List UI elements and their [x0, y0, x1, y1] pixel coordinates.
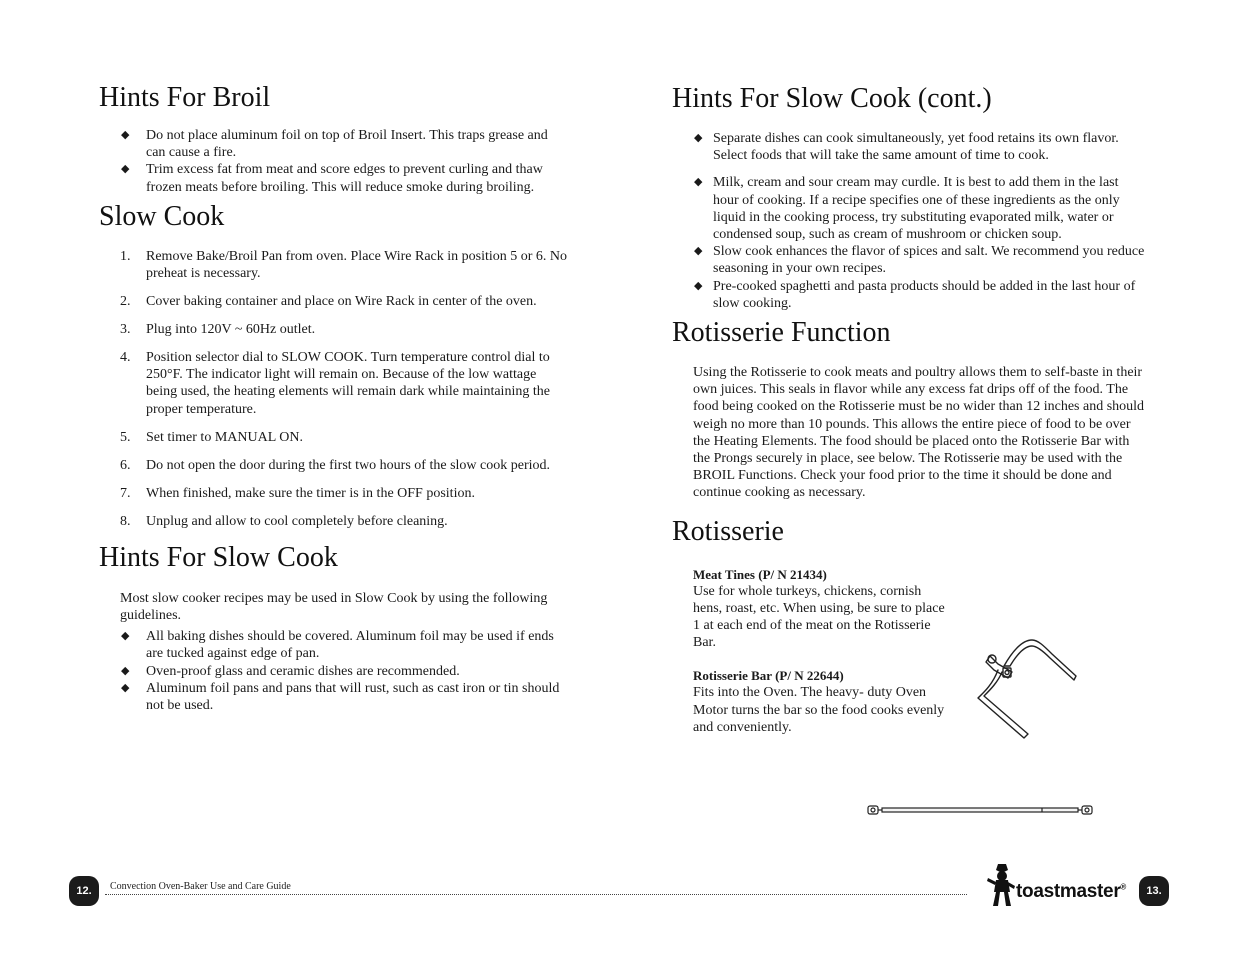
step-item: 1. Remove Bake/Broil Pan from oven. Place Wire Rack in position 5 or 6. No preheat is necessary. [120, 248, 568, 282]
list-item: ◆ Milk, cream and sour cream may curdle. It is best to add them in the last hour of cooking. If a recipe specifies one of these ingredients as the only liquid in the cooking process, try substituting evaporated milk, water or condensed soup, such as cream of mushroom or chicken soup. [694, 175, 1120, 243]
meat-tines-text: Use for whole turkeys, chickens, cornish hens, roast, etc. When using, be sure to place 1 at each end of the meat on the Rotisserie Bar. [693, 583, 945, 651]
step-item: 6. Do not open the door during the first two hours of the slow cook period. [120, 457, 550, 473]
step-item: 5. Set timer to MANUAL ON. [120, 429, 303, 445]
bullet-diamond-icon: ◆ [694, 132, 703, 144]
list-item: ◆ Aluminum foil pans and pans that will rust, such as cast iron or tin should not be used. [121, 680, 560, 714]
bullet-diamond-icon: ◆ [121, 664, 130, 677]
bullet-diamond-icon: ◆ [694, 176, 703, 189]
hints-slow-cook-cont-heading: Hints For Slow Cook (cont.) [672, 83, 992, 114]
hints-broil-heading: Hints For Broil [99, 82, 271, 113]
step-item: 4. Position selector dial to SLOW COOK. Turn temperature control dial to 250°F. The indicator light will remain on. Because of the low wattage being used, the heating elements will remain dark while maintaining the proper temperature. [120, 350, 550, 417]
rotisserie-bar-text: Fits into the Oven. The heavy- duty Oven Motor turns the bar so the food cooks evenly and conveniently. [693, 685, 945, 735]
step-item: 7. When finished, make sure the timer is in the OFF position. [120, 485, 475, 501]
list-item: ◆ Trim excess fat from meat and score edges to prevent curling and thaw frozen meats before broiling. This will reduce smoke during broiling. [121, 162, 543, 195]
chef-mascot-icon [986, 862, 1016, 908]
list-item: ◆ Do not place aluminum foil on top of Broil Insert. This traps grease and can cause a fire. [121, 128, 548, 161]
registered-mark: ® [1120, 882, 1127, 892]
bullet-diamond-icon: ◆ [121, 681, 130, 694]
rotisserie-heading: Rotisserie [672, 515, 784, 547]
bullet-diamond-icon: ◆ [121, 163, 130, 176]
list-item: ◆ Pre-cooked spaghetti and pasta products should be added in the last hour of slow cooking. [694, 278, 1136, 311]
hints-slow-cook-intro: Most slow cooker recipes may be used in Slow Cook by using the following guidelines. [120, 590, 548, 624]
guide-title: Convection Oven-Baker Use and Care Guide [110, 881, 291, 892]
slow-cook-heading: Slow Cook [99, 200, 225, 232]
meat-tines-icon [972, 636, 1082, 742]
hints-slow-cook-heading: Hints For Slow Cook [99, 541, 338, 573]
rotisserie-bar-title: Rotisserie Bar (P/ N 22644) [693, 668, 844, 684]
bullet-diamond-icon: ◆ [121, 630, 130, 643]
bullet-diamond-icon: ◆ [121, 129, 130, 141]
bullet-diamond-icon: ◆ [694, 279, 703, 292]
step-item: 8. Unplug and allow to cool completely before cleaning. [120, 513, 448, 529]
list-item: ◆ Oven-proof glass and ceramic dishes are recommended. [121, 663, 460, 679]
list-item: ◆ Separate dishes can cook simultaneously, yet food retains its own flavor. Select foods that will take the same amount of time to cook. [694, 131, 1119, 164]
rotisserie-function-heading: Rotisserie Function [672, 317, 891, 349]
hints-broil-list [99, 127, 569, 196]
hints-slow-cook-cont-list [672, 130, 1147, 312]
page-number-left: 12. [69, 876, 99, 906]
list-item: ◆ All baking dishes should be covered. Aluminum foil may be used if ends are tucked against edge of pan. [121, 629, 554, 662]
step-item: 2. Cover baking container and place on Wire Rack in center of the oven. [120, 294, 537, 310]
rotisserie-parts [672, 567, 953, 736]
left-page [99, 82, 569, 714]
rotisserie-bar-icon [866, 803, 1094, 817]
list-item: ◆ Slow cook enhances the flavor of spices and salt. We recommend you reduce seasoning in your own recipes. [694, 244, 1145, 277]
slow-cook-steps [99, 248, 569, 530]
hints-slow-cook-list [99, 628, 569, 714]
rotisserie-function-body: Using the Rotisserie to cook meats and poultry allows them to self-baste in their own juices. This seals in flavor while any excess fat drips off of the food. The food being cooked on the Rotisserie must be no wider than 12 inches and should weigh no more than 10 pounds. This allows the entire piece of food to be over the Heating Elements. The food should be placed onto the Rotisserie Bar with the Prongs securely in place, see below. The Rotisserie may be used with the BROIL Functions. Check your food prior to the time it should be done and continue cooking as necessary. [693, 365, 1145, 501]
footer-rule [105, 894, 967, 895]
meat-tines-title: Meat Tines (P/ N 21434) [693, 566, 827, 582]
page-number-right: 13. [1139, 876, 1169, 906]
step-item: 3. Plug into 120V ~ 60Hz outlet. [120, 322, 316, 338]
bullet-diamond-icon: ◆ [694, 245, 703, 258]
brand-logo: toastmaster® [1016, 881, 1127, 902]
